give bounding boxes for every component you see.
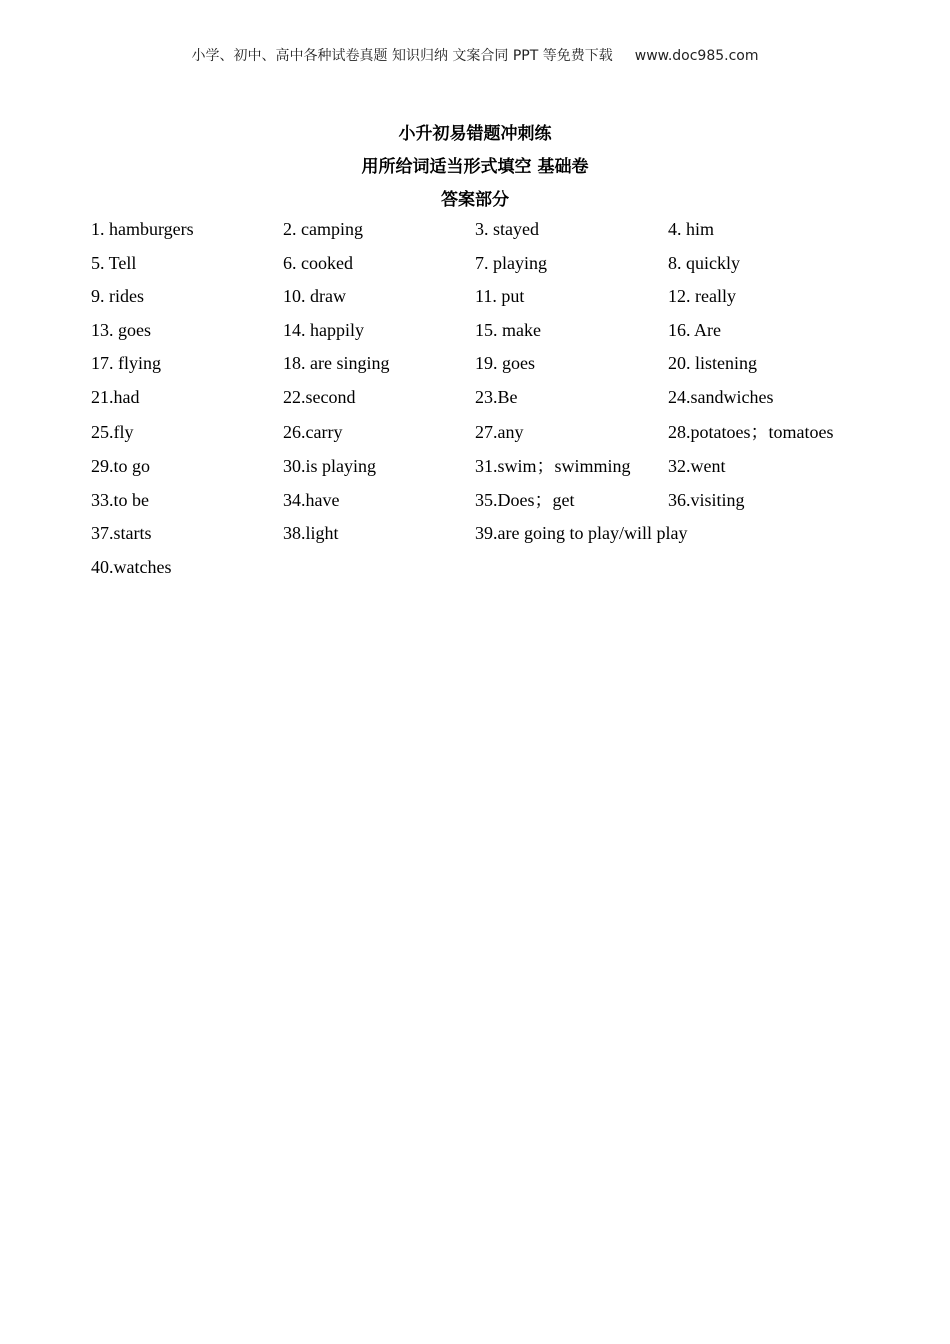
answer-row xyxy=(91,414,891,450)
answer-item: 3. stayed xyxy=(475,219,539,239)
answer-item: 25.fly xyxy=(91,422,134,442)
answer-row xyxy=(91,517,891,551)
answer-item: 9. rides xyxy=(91,286,144,306)
answer-item: 29.to go xyxy=(91,456,151,476)
answer-item: 17. flying xyxy=(91,353,161,373)
header-site-link[interactable]: www.doc985.com xyxy=(634,48,759,64)
answer-item: 23.Be xyxy=(475,386,518,407)
answer-item: 2. camping xyxy=(283,219,363,239)
answer-item: 31.swim；swimming xyxy=(475,456,631,476)
answer-item: 16. Are xyxy=(668,319,721,340)
answer-item: 33.to be xyxy=(91,489,149,510)
answer-row xyxy=(91,381,891,415)
section-heading: 答案部分 xyxy=(441,190,509,210)
answer-item: 14. happily xyxy=(283,319,364,340)
answer-item: 40.watches xyxy=(91,556,172,577)
answer-item: 7. playing xyxy=(475,252,547,273)
answer-item: 8. quickly xyxy=(668,252,740,273)
answer-item: 39.are going to play/will play xyxy=(475,523,688,543)
answer-item: 26.carry xyxy=(283,422,343,442)
answer-item: 1. hamburgers xyxy=(91,219,194,239)
document-subtitle: 用所给词适当形式填空 基础卷 xyxy=(361,157,589,177)
answer-item: 10. draw xyxy=(283,286,346,306)
answer-item: 32.went xyxy=(668,456,726,476)
answer-item: 22.second xyxy=(283,386,356,407)
answer-row xyxy=(91,314,891,348)
answer-item: 20. listening xyxy=(668,353,757,373)
answer-row xyxy=(91,551,891,585)
answer-item: 15. make xyxy=(475,319,541,340)
answer-row xyxy=(91,213,891,247)
answer-row xyxy=(91,280,891,314)
answer-row xyxy=(91,484,891,518)
answer-list xyxy=(91,213,891,584)
answer-item: 18. are singing xyxy=(283,353,390,373)
answer-item: 19. goes xyxy=(475,353,535,373)
answer-item: 5. Tell xyxy=(91,252,137,273)
answer-item: 35.Does；get xyxy=(475,489,575,510)
answer-row xyxy=(91,247,891,281)
answer-item: 36.visiting xyxy=(668,489,745,510)
answer-row xyxy=(91,347,891,381)
answer-item: 4. him xyxy=(668,219,715,239)
answer-item: 21.had xyxy=(91,386,140,407)
answer-row xyxy=(91,450,891,484)
answer-item: 24.sandwiches xyxy=(668,386,774,407)
page-header xyxy=(0,45,950,65)
answer-item: 11. put xyxy=(475,286,525,306)
answer-item: 28.potatoes；tomatoes xyxy=(668,422,834,442)
answer-item: 13. goes xyxy=(91,319,151,340)
answer-item: 37.starts xyxy=(91,523,152,543)
document-title: 小升初易错题冲刺练 xyxy=(398,124,552,144)
header-text: 小学、初中、高中各种试卷真题 知识归纳 文案合同 PPT 等免费下载 xyxy=(191,48,613,64)
document-titles xyxy=(0,118,950,217)
answer-item: 12. really xyxy=(668,286,736,306)
answer-item: 30.is playing xyxy=(283,456,376,476)
answer-item: 27.any xyxy=(475,422,524,442)
answer-item: 34.have xyxy=(283,489,340,510)
answer-item: 38.light xyxy=(283,523,339,543)
answer-item: 6. cooked xyxy=(283,252,353,273)
